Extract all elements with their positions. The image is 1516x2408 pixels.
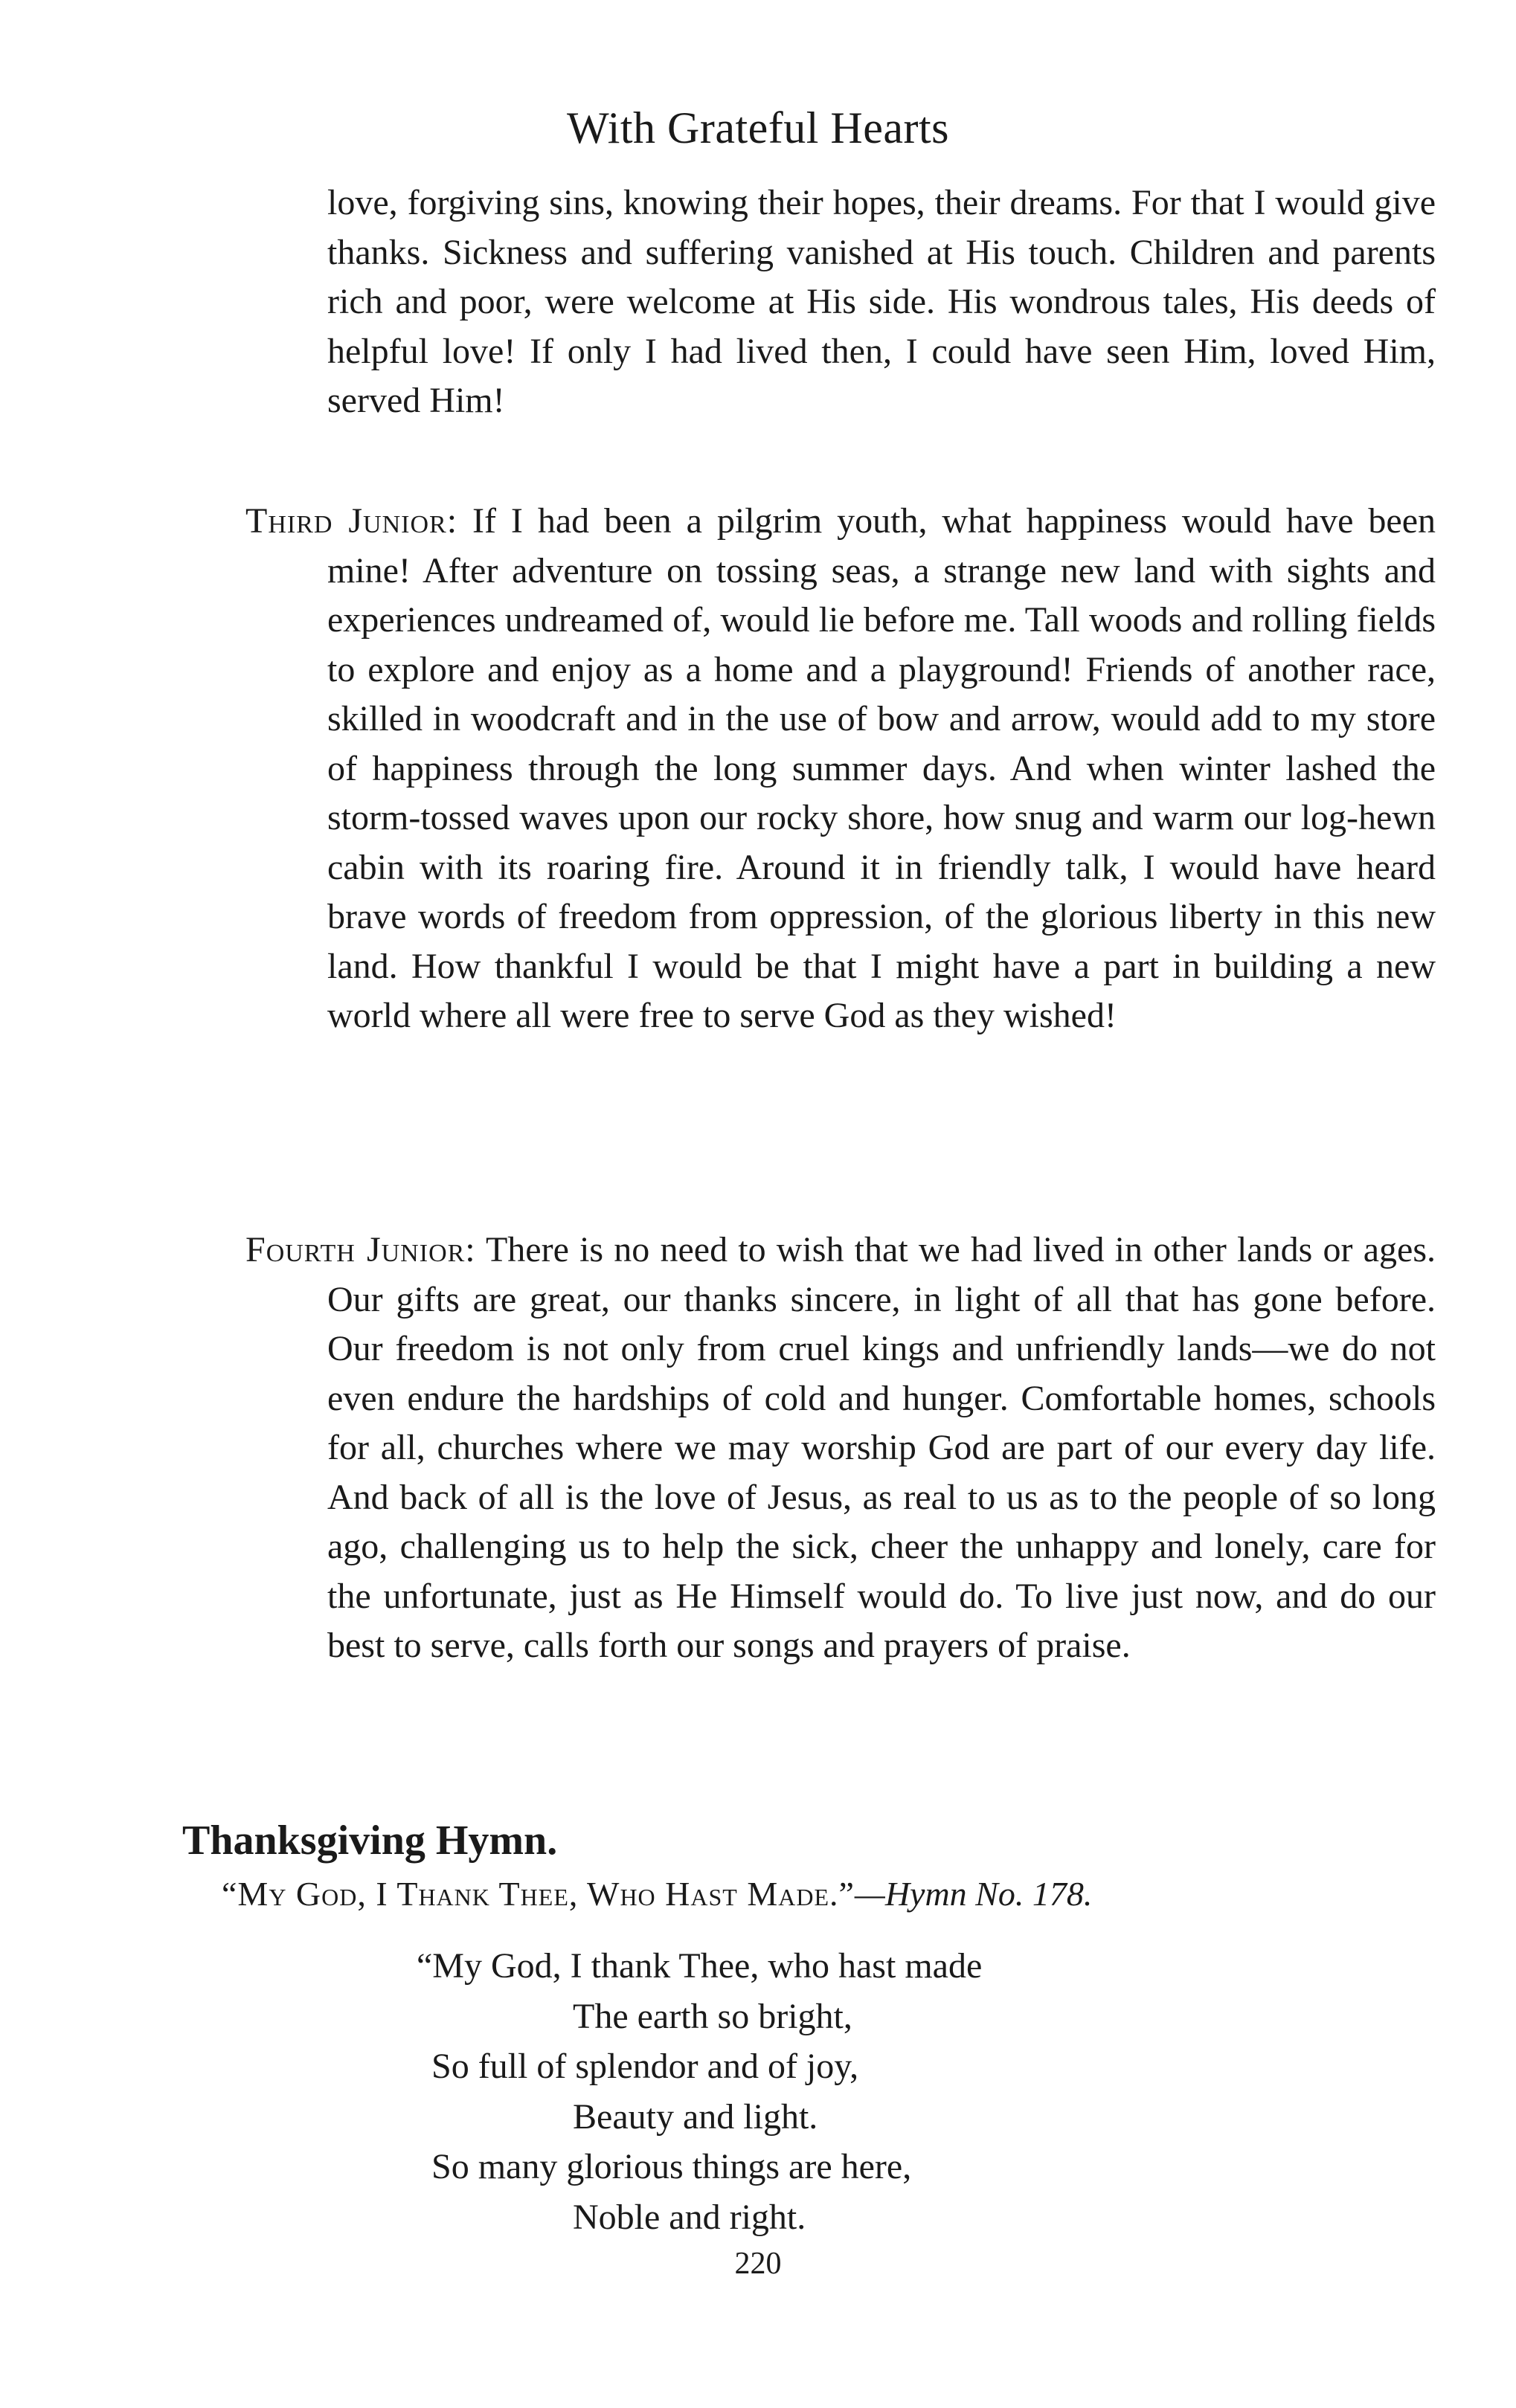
- speech-fourth-junior: [245, 1226, 1436, 1671]
- verse-line: Noble and right.: [573, 2197, 806, 2237]
- speech-text: If I had been a pilgrim youth, what happiness would have been mine! After adventure on tossing seas, a strange new land with sights and experiences undreamed of, would lie before me. Tall woods and rolling fields to explore and enjoy as a home and a playground! Friends of another race, skilled in woodcraft and in the use of bow and arrow, would add to my store of happiness through the long summer days. And when winter lashed the storm-tossed waves upon our rocky shore, how snug and warm our log-hewn cabin with its roaring fire. Around it in friendly talk, I would have heard brave words of freedom from oppression, of the glorious liberty in this new land. How thankful I would be that I might have a part in building a new world where all were free to serve God as they wished!: [327, 501, 1436, 1035]
- hymn-verse: [417, 1941, 983, 2242]
- verse-line: So many glorious things are here,: [431, 2147, 912, 2186]
- speaker-label: Third Junior:: [245, 501, 458, 541]
- speaker-label: Fourth Junior:: [245, 1230, 476, 1269]
- hymn-heading: Thanksgiving Hymn.: [182, 1818, 558, 1864]
- page-number: 220: [734, 2247, 782, 2281]
- continued-paragraph: love, forgiving sins, knowing their hopes, their dreams. For that I would give thanks. Sickness and suffering vanished at His touch. Children and parents rich and poor, were welcome at His side. His wondrous tales, His deeds of helpful love! If only I had lived then, I could have seen Him, loved Him, served Him!: [327, 183, 1436, 420]
- verse-line: “My God, I thank Thee, who hast made: [417, 1946, 983, 1986]
- hymn-number: —Hymn No. 178.: [854, 1875, 1093, 1913]
- speech-third-junior: [245, 497, 1436, 1041]
- speech-text: There is no need to wish that we had lived in other lands or ages. Our gifts are great, our thanks sincere, in light of all that has gone before. Our freedom is not only from cruel kings and unfriendly lands—we do not even endure the hardships of cold and hunger. Comfortable homes, schools for all, churches where we may worship God are part of our every day life. And back of all is the love of Jesus, as real to us as to the people of so long ago, challenging us to help the sick, cheer the unhappy and lonely, care for the unfortunate, just as He Himself would do. To live just now, and do our best to serve, calls forth our songs and prayers of praise.: [327, 1230, 1436, 1665]
- running-title: With Grateful Hearts: [566, 103, 950, 152]
- hymn-title: “My God, I Thank Thee, Who Hast Made.”: [222, 1875, 855, 1913]
- verse-line: The earth so bright,: [573, 1996, 852, 2036]
- verse-line: Beauty and light.: [573, 2096, 818, 2137]
- verse-line: So full of splendor and of joy,: [431, 2047, 859, 2086]
- hymn-reference-line: [222, 1874, 1442, 1913]
